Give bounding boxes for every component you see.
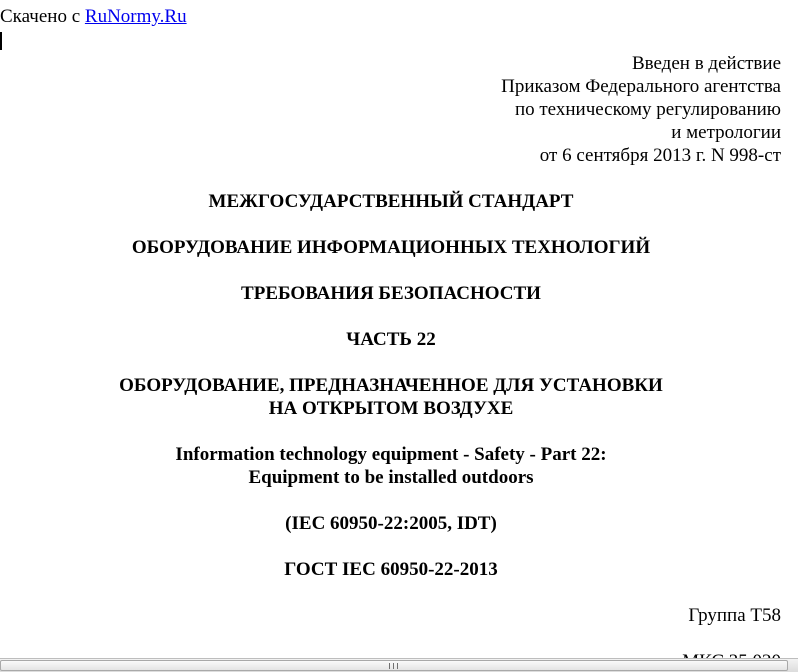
source-prefix: Скачено с xyxy=(0,6,81,27)
horizontal-scrollbar[interactable] xyxy=(0,658,798,672)
approval-block xyxy=(501,52,781,167)
iec-reference: (IEC 60950-22:2005, IDT) xyxy=(285,513,497,534)
text-cursor xyxy=(0,32,2,50)
scrollbar-thumb[interactable] xyxy=(0,660,788,671)
subtitle-ru-heading: ОБОРУДОВАНИЕ, ПРЕДНАЗНАЧЕННОЕ ДЛЯ УСТАНОВКИ НА ОТКРЫТОМ ВОЗДУХЕ xyxy=(119,375,663,419)
grip-icon xyxy=(389,663,398,669)
source-line xyxy=(0,6,187,28)
gost-number: ГОСТ IEC 60950-22-2013 xyxy=(284,559,498,580)
approval-line: и метрологии xyxy=(671,122,781,143)
approval-line: Приказом Федерального агентства xyxy=(501,76,781,97)
group-label: Группа Т58 xyxy=(688,605,781,626)
title-en-heading: Information technology equipment - Safety - Part 22: Equipment to be installed outdoors xyxy=(175,444,607,488)
part-heading: ЧАСТЬ 22 xyxy=(346,329,436,350)
approval-line: Введен в действие xyxy=(631,53,781,74)
approval-line: по техническому регулированию xyxy=(514,99,781,120)
source-link[interactable]: RuNormy.Ru xyxy=(84,6,187,27)
safety-heading: ТРЕБОВАНИЯ БЕЗОПАСНОСТИ xyxy=(241,283,541,304)
approval-line: от 6 сентября 2013 г. N 998-ст xyxy=(539,145,781,166)
standard-type-heading: МЕЖГОСУДАРСТВЕННЫЙ СТАНДАРТ xyxy=(208,191,574,212)
title-ru-heading: ОБОРУДОВАНИЕ ИНФОРМАЦИОННЫХ ТЕХНОЛОГИЙ xyxy=(131,237,651,258)
